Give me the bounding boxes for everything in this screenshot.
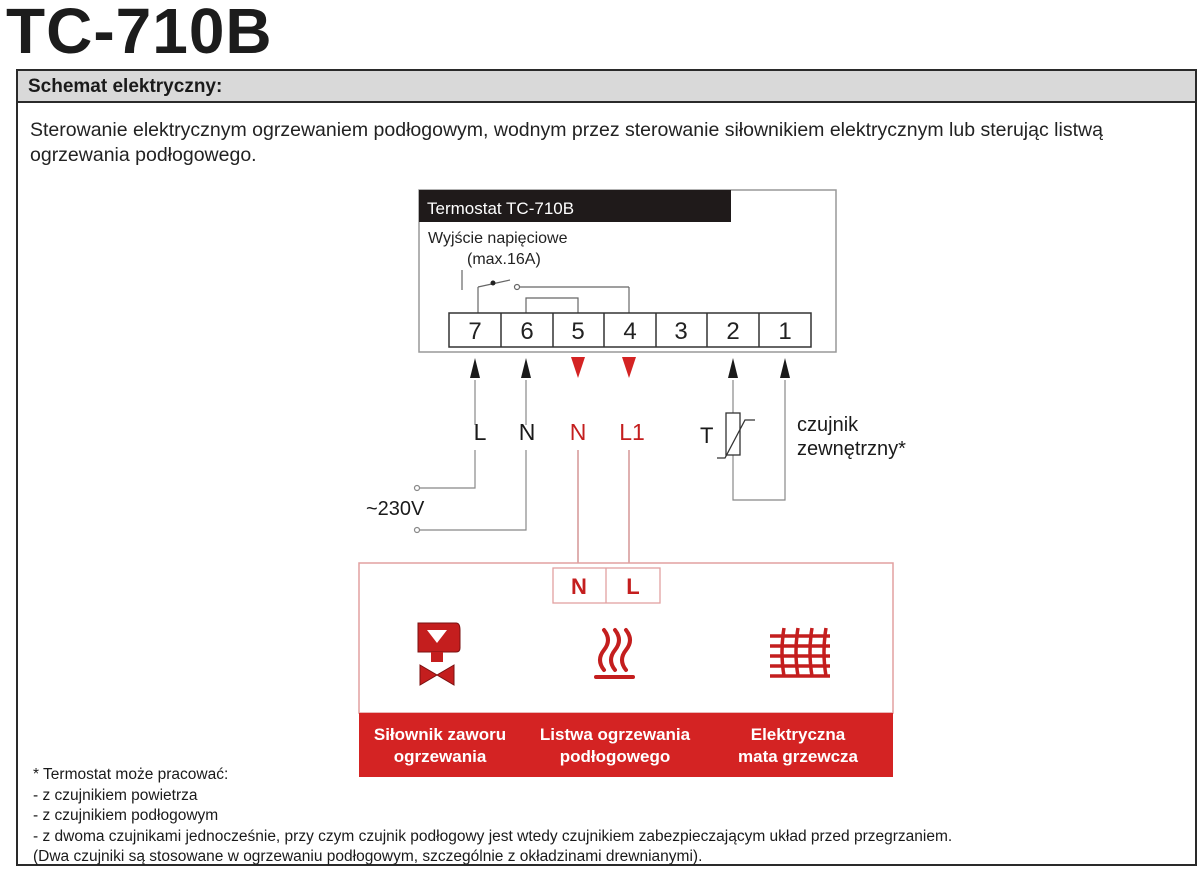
arrow-down-4 (622, 357, 636, 378)
description-text: Sterowanie elektrycznym ogrzewaniem podłogowym, wodnym przez sterowanie siłownikiem elektrycznym lub sterując listwą ogrzewania podłogowego. (30, 119, 1103, 166)
output-wires (578, 450, 629, 568)
terminal-6: 6 (520, 318, 534, 345)
supply-voltage-label: ~230V (366, 498, 425, 520)
load-terminal-L: L (626, 574, 640, 599)
device-label-valve: Siłownik zaworu ogrzewania (373, 725, 507, 766)
device-label-strip: Listwa ogrzewania podłogowego (539, 725, 691, 766)
arrow-up-2 (728, 358, 738, 378)
arrow-down-5 (571, 357, 585, 378)
terminal-7: 7 (468, 318, 482, 345)
supply-wires (415, 380, 527, 533)
footnotes (33, 765, 952, 868)
wire-label-N: N (518, 419, 536, 445)
sensor-wiring (733, 380, 785, 500)
page-title: TC-710B (6, 0, 273, 67)
thermostat-name: Termostat TC-710B (427, 199, 575, 218)
device-label-mat: Elektryczna mata grzewcza (738, 725, 858, 766)
wire-label-L: L (473, 419, 487, 445)
sensor-label-line2: zewnętrzny* (797, 438, 906, 460)
sensor-label-line1: czujnik (797, 414, 859, 436)
arrow-up-7 (470, 358, 480, 378)
load-terminal-N: N (571, 574, 587, 599)
arrow-up-6 (521, 358, 531, 378)
note-line: - z czujnikiem powietrza (33, 786, 198, 804)
terminal-4: 4 (623, 318, 637, 345)
wire-label-L1-out: L1 (619, 419, 645, 445)
wire-label-N-out: N (569, 419, 587, 445)
section-heading: Schemat elektryczny: (28, 76, 223, 97)
terminal-2: 2 (726, 318, 740, 345)
relay-contact-dot (491, 281, 496, 286)
arrow-up-1 (780, 358, 790, 378)
output-label-line2: (max.16A) (467, 251, 541, 268)
note-line: (Dwa czujniki są stosowane w ogrzewaniu podłogowym, szczególnie z okładzinami drewnianymi). (33, 848, 703, 865)
sensor-T-label: T (700, 423, 714, 448)
note-line: - z dwoma czujnikami jednocześnie, przy czym czujnik podłogowy jest wtedy czujnikiem zabezpieczającym układ przed przegrzaniem. (33, 827, 953, 845)
note-line: * Termostat może pracować: (33, 766, 229, 783)
terminal-3: 3 (674, 318, 688, 345)
note-line: - z czujnikiem podłogowym (33, 807, 219, 824)
output-label-line1: Wyjście napięciowe (428, 230, 568, 247)
terminal-5: 5 (571, 318, 585, 345)
terminal-1: 1 (778, 318, 792, 345)
